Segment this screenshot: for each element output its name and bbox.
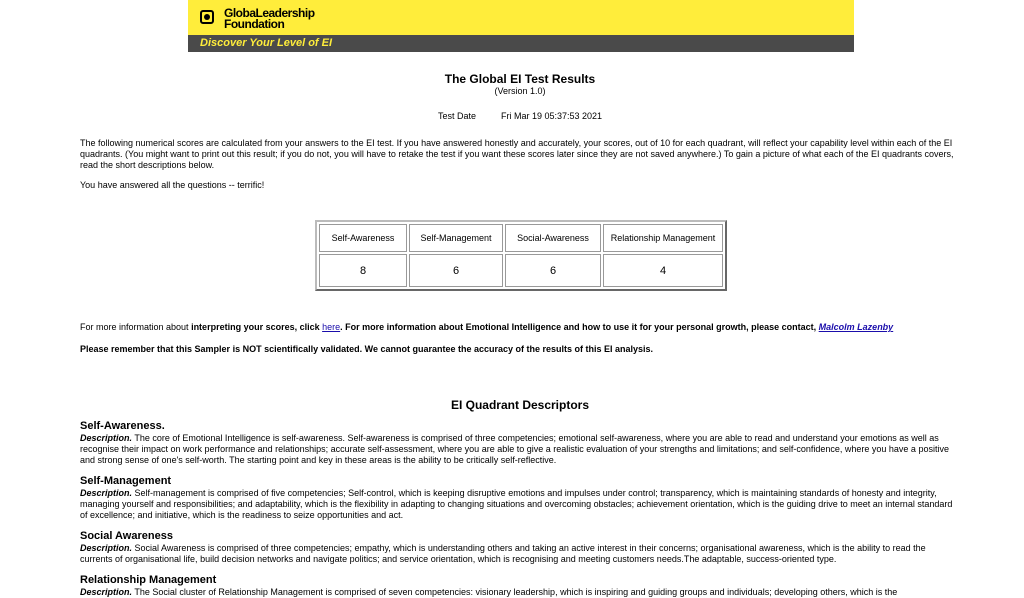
header-relationship-management: Relationship Management <box>603 224 723 252</box>
scores-table <box>315 220 727 291</box>
header-self-management: Self-Management <box>409 224 503 252</box>
score-self-management: 6 <box>409 254 503 287</box>
info-prefix: For more information about <box>80 322 192 332</box>
answered-message: You have answered all the questions -- terrific! <box>80 180 265 190</box>
descriptor-body: The core of Emotional Intelligence is self-awareness. Self-awareness is comprised of three competencies; emotional self-awareness, where you are able to read and understand your emotions as well as recognise their impact on work performance and relationships; accurate self-assessment, where you are able to give a realistic evaluation of your strengths and limitations; and self-confidence, where you have a positive and strong sense of one's self-worth. The starting point and key in these areas is the ability to be critically self-reflective. <box>80 433 949 465</box>
logo-text[interactable] <box>224 8 315 30</box>
score-social-awareness: 6 <box>505 254 601 287</box>
contact-link[interactable]: Malcolm Lazenby <box>818 322 894 332</box>
test-date-label: Test Date <box>437 111 476 121</box>
description-label: Description. <box>80 433 133 443</box>
descriptor-self-awareness <box>80 420 960 466</box>
here-link[interactable]: here <box>322 322 341 332</box>
description-label: Description. <box>80 488 133 498</box>
descriptor-title: Social Awareness <box>80 530 173 542</box>
test-date <box>0 111 1024 121</box>
header-self-awareness: Self-Awareness <box>319 224 407 252</box>
banner-logo-area <box>188 0 854 35</box>
descriptor-title: Relationship Management <box>80 574 217 586</box>
more-info-paragraph <box>80 322 960 333</box>
scores-header-row <box>319 224 723 252</box>
descriptor-text <box>80 488 960 521</box>
logo-line2: Foundation <box>224 17 285 31</box>
tagline: Discover Your Level of EI <box>200 37 333 49</box>
page-title: The Global EI Test Results <box>444 72 596 86</box>
logo-line1: GlobaLeadership <box>224 6 315 20</box>
descriptor-body: Social Awareness is comprised of three competencies; empathy, which is understanding others and taking an active interest in their concerns; organisational awareness, which is the ability to read the currents of organisational life, build decision networks and navigate politics; and service orientation, which is recognising and meeting customers needs.The adaptable, success-oriented type. <box>80 543 926 564</box>
descriptor-title: Self-Management <box>80 475 172 487</box>
score-relationship-management: 4 <box>603 254 723 287</box>
version-label: (Version 1.0) <box>494 86 546 96</box>
descriptor-self-management <box>80 475 960 521</box>
description-label: Description. <box>80 587 133 597</box>
info-bold1: interpreting your scores, click <box>191 322 323 332</box>
descriptor-text <box>80 543 960 565</box>
info-bold2: . For more information about Emotional Intelligence and how to use it for your personal growth, please contact, <box>340 322 819 332</box>
descriptor-social-awareness <box>80 530 960 565</box>
disclaimer: Please remember that this Sampler is NOT scientifically validated. We cannot guarantee the accuracy of the results of this EI analysis. <box>80 344 654 354</box>
logo-icon <box>200 10 214 24</box>
descriptor-text <box>80 433 960 466</box>
intro-paragraph: The following numerical scores are calculated from your answers to the EI test. If you have answered honestly and accurately, your scores, out of 10 for each quadrant, will reflect your capability level within each of the EI quadrants. (You might want to print out this result; if you do not, you will have to retake the test if you want these scores later since they are not saved anywhere.) To gain a picture of what each of the EI quadrants covers, read the short descriptions below. <box>80 138 954 170</box>
descriptor-text <box>80 587 960 598</box>
site-banner <box>188 0 854 52</box>
descriptors-heading: EI Quadrant Descriptors <box>450 398 590 412</box>
scores-value-row <box>319 254 723 287</box>
descriptor-body: Self-management is comprised of five competencies; Self-control, which is keeping disruptive emotions and impulses under control; transparency, which is maintaining standards of honesty and integrity, managing yourself and responsibilities; and adaptability, which is the flexibility in adapting to changing situations and overcoming obstacles; achievement orientation, which is the guiding drive to meet an internal standard of excellence; and initiative, which is the readiness to seize opportunities and act. <box>80 488 953 520</box>
description-label: Description. <box>80 543 133 553</box>
descriptor-relationship-management <box>80 574 960 598</box>
descriptor-body: The Social cluster of Relationship Management is comprised of seven competencies: visionary leadership, which is inspiring and guiding groups and individuals; developing others, which is the <box>132 587 898 597</box>
score-self-awareness: 8 <box>319 254 407 287</box>
descriptor-title: Self-Awareness. <box>80 420 165 432</box>
test-date-value: Fri Mar 19 05:37:53 2021 <box>501 111 603 121</box>
header-social-awareness: Social-Awareness <box>505 224 601 252</box>
banner-tagline-bar <box>188 35 854 52</box>
